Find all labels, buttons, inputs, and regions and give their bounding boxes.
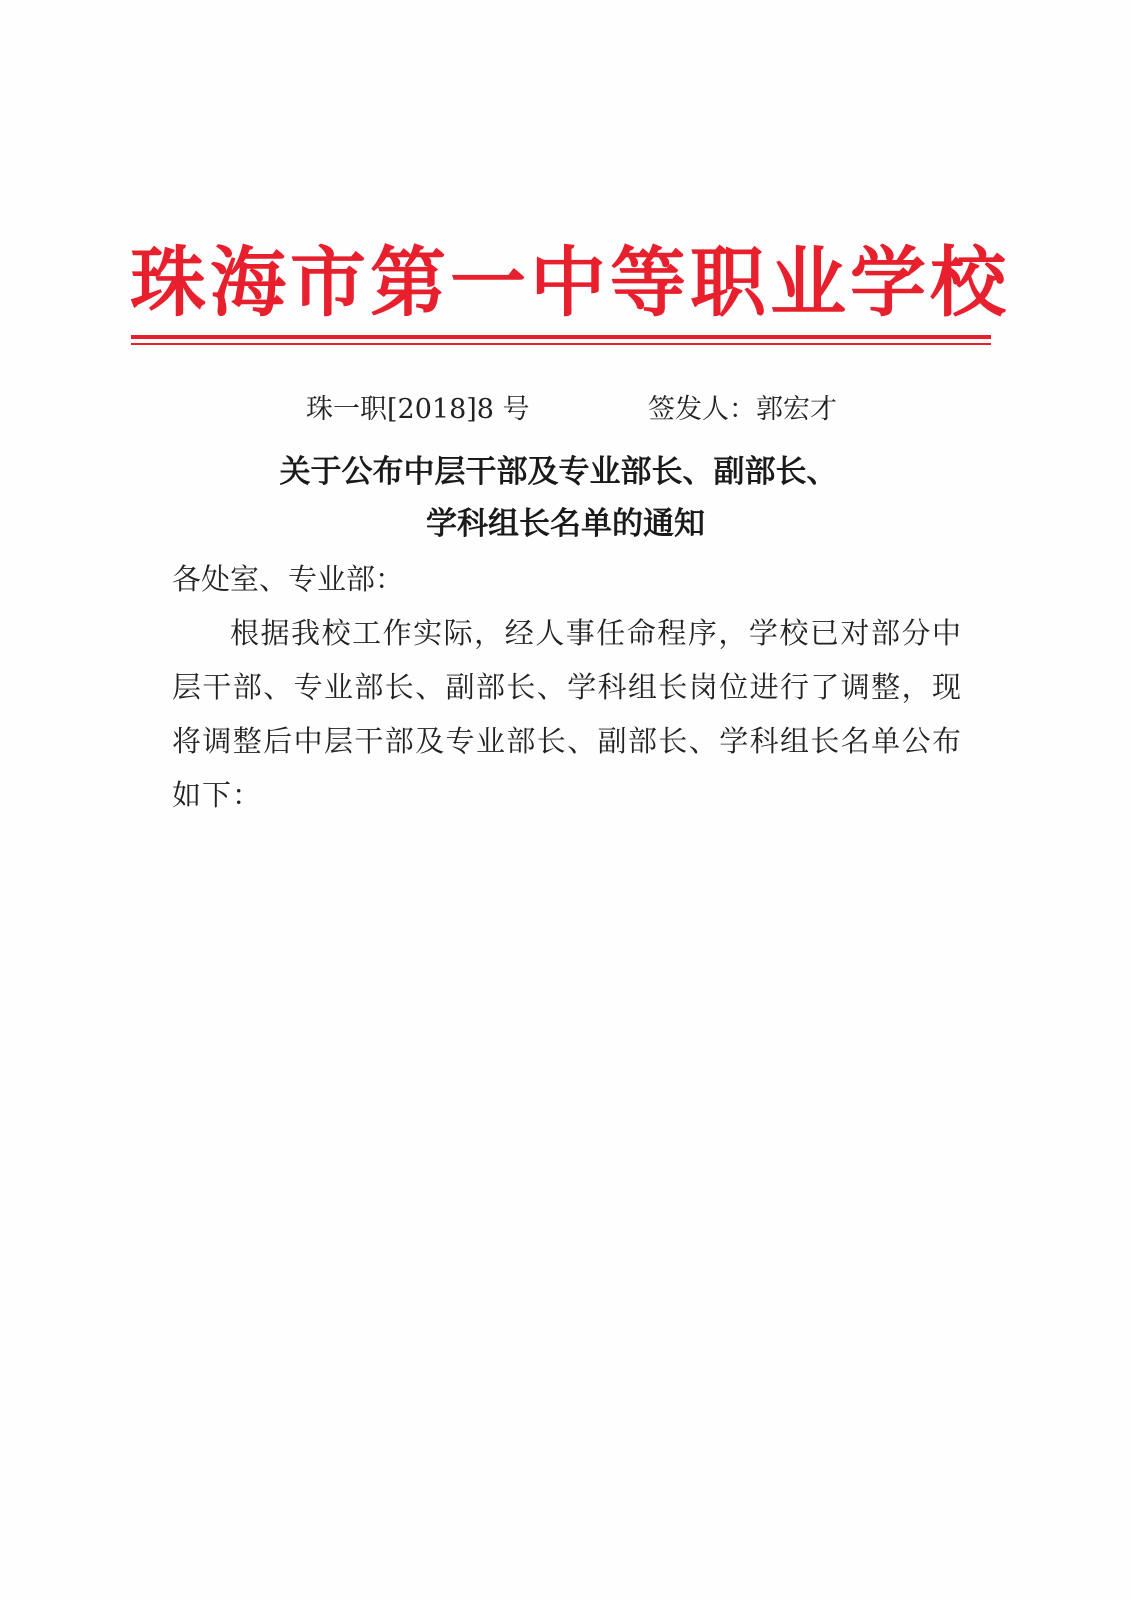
letterhead-rule-thin (131, 343, 991, 345)
notice-salutation: 各处室、专业部： (172, 562, 405, 596)
letterhead-rule-thick (131, 335, 991, 339)
notice-title-line-1: 关于公布中层干部及专业部长、副部长、 (279, 454, 838, 490)
notice-title (0, 446, 1131, 550)
letterhead-title: 珠海市第一中等职业学校 (130, 238, 1010, 327)
document-meta-row (0, 390, 1131, 430)
notice-body (172, 552, 962, 822)
document-signer: 签发人：郭宏才 (648, 394, 837, 425)
document-number: 珠一职[2018]8 号 (306, 394, 530, 425)
notice-title-line-2: 学科组长名单的通知 (426, 506, 705, 542)
notice-paragraph: 根据我校工作实际，经人事任命程序，学校已对部分中层干部、专业部长、副部长、学科组长岗位进行了调整，现将调整后中层干部及专业部长、副部长、学科组长名单公布如下： (172, 616, 962, 812)
